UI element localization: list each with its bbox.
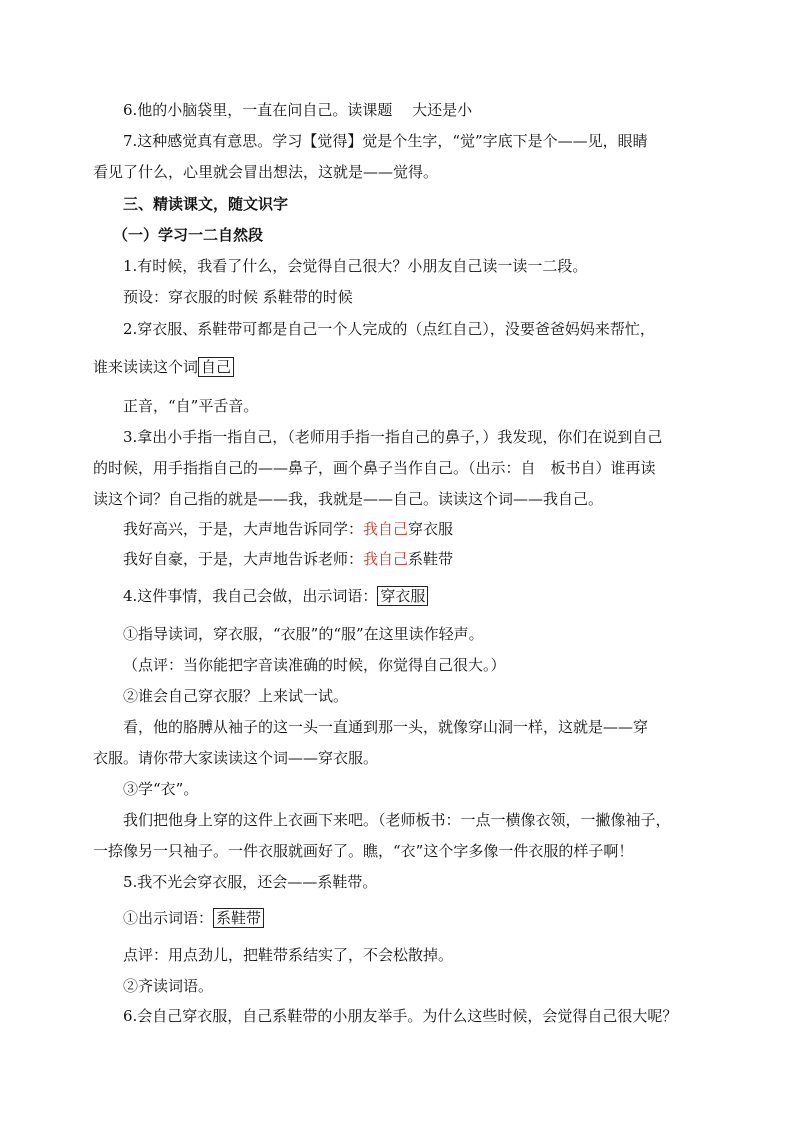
paragraph: 我们把他身上穿的这件上衣画下来吧。（老师板书：一点一横像衣领，一撇像袖子， bbox=[123, 811, 671, 829]
text: 我好高兴，于是，大声地告诉同学： bbox=[123, 520, 364, 538]
text: 系鞋带 bbox=[408, 550, 454, 568]
paragraph-continuation: 看见了什么，心里就会冒出想法，这就是——觉得。 bbox=[93, 163, 439, 181]
paragraph-continuation bbox=[93, 357, 704, 377]
paragraph: ②齐读词语。 bbox=[123, 977, 214, 995]
text: ①出示词语： bbox=[123, 909, 214, 927]
paragraph: ②谁会自己穿衣服？上来试一试。 bbox=[123, 687, 349, 705]
text: 4.这件事情，我自己会做，出示词语： bbox=[123, 587, 378, 605]
paragraph: 2.穿衣服、系鞋带可都是自己一个人完成的（点红自己），没要爸爸妈妈来帮忙， bbox=[123, 320, 655, 338]
text: 穿衣服 bbox=[408, 520, 454, 538]
word-card: 系鞋带 bbox=[213, 908, 264, 928]
paragraph bbox=[123, 549, 704, 569]
paragraph bbox=[123, 586, 704, 606]
highlighted-text: 我自己 bbox=[363, 550, 409, 568]
text: 我好自豪，于是，大声地告诉老师： bbox=[123, 550, 364, 568]
paragraph bbox=[123, 519, 704, 539]
paragraph: （点评：当你能把字音读准确的时候，你觉得自己很大。） bbox=[123, 656, 506, 674]
highlighted-text: 我自己 bbox=[363, 520, 409, 538]
text: 谁来读读这个词 bbox=[93, 358, 199, 376]
paragraph: 看，他的胳膊从袖子的这一头一直通到那一头，就像穿山洞一样，这就是——穿 bbox=[123, 718, 649, 736]
subsection-heading: （一）学习一二自然段 bbox=[113, 226, 264, 244]
paragraph: 5.我不光会穿衣服，还会——系鞋带。 bbox=[123, 873, 378, 891]
paragraph: 7.这种感觉真有意思。学习【觉得】觉是个生字，“觉”字底下是个——见，眼睛 bbox=[123, 132, 648, 150]
paragraph: 3.拿出小手指一指自己，（老师用手指一指自己的鼻子，）我发现，你们在说到自己 bbox=[123, 428, 663, 446]
paragraph: 点评：用点劲儿，把鞋带系结实了，不会松散掉。 bbox=[123, 946, 454, 964]
word-card: 自己 bbox=[198, 357, 234, 377]
paragraph: ①指导读词，穿衣服，“衣服”的“服”在这里读作轻声。 bbox=[123, 625, 484, 643]
paragraph: 1.有时候，我看了什么，会觉得自己很大？小朋友自己读一读一二段。 bbox=[123, 257, 588, 275]
paragraph: 6.会自己穿衣服，自己系鞋带的小朋友举手。为什么这些时候，会觉得自己很大呢？ bbox=[123, 1007, 678, 1025]
paragraph-continuation: 一捺像另一只袖子。一件衣服就画好了。瞧，“衣”这个字多像一件衣服的样子啊！ bbox=[93, 842, 634, 860]
paragraph bbox=[123, 908, 704, 928]
paragraph: 正音，“自”平舌音。 bbox=[123, 397, 259, 415]
word-card: 穿衣服 bbox=[377, 586, 428, 606]
paragraph: ③学“衣”。 bbox=[123, 780, 199, 798]
paragraph-continuation: 读这个词？自己指的就是——我，我就是——自己。读读这个词——我自己。 bbox=[93, 490, 604, 508]
section-heading: 三、精读课文，随文识字 bbox=[123, 195, 289, 213]
paragraph-continuation: 的时候，用手指指自己的——鼻子，画个鼻子当作自己。（出示：自 板书自）谁再读 bbox=[93, 459, 656, 477]
paragraph-continuation: 衣服。请你带大家读读这个词——穿衣服。 bbox=[93, 749, 379, 767]
paragraph: 预设：穿衣服的时候 系鞋带的时候 bbox=[123, 288, 353, 306]
paragraph: 6.他的小脑袋里，一直在问自己。读课题 大还是小 bbox=[123, 101, 473, 119]
